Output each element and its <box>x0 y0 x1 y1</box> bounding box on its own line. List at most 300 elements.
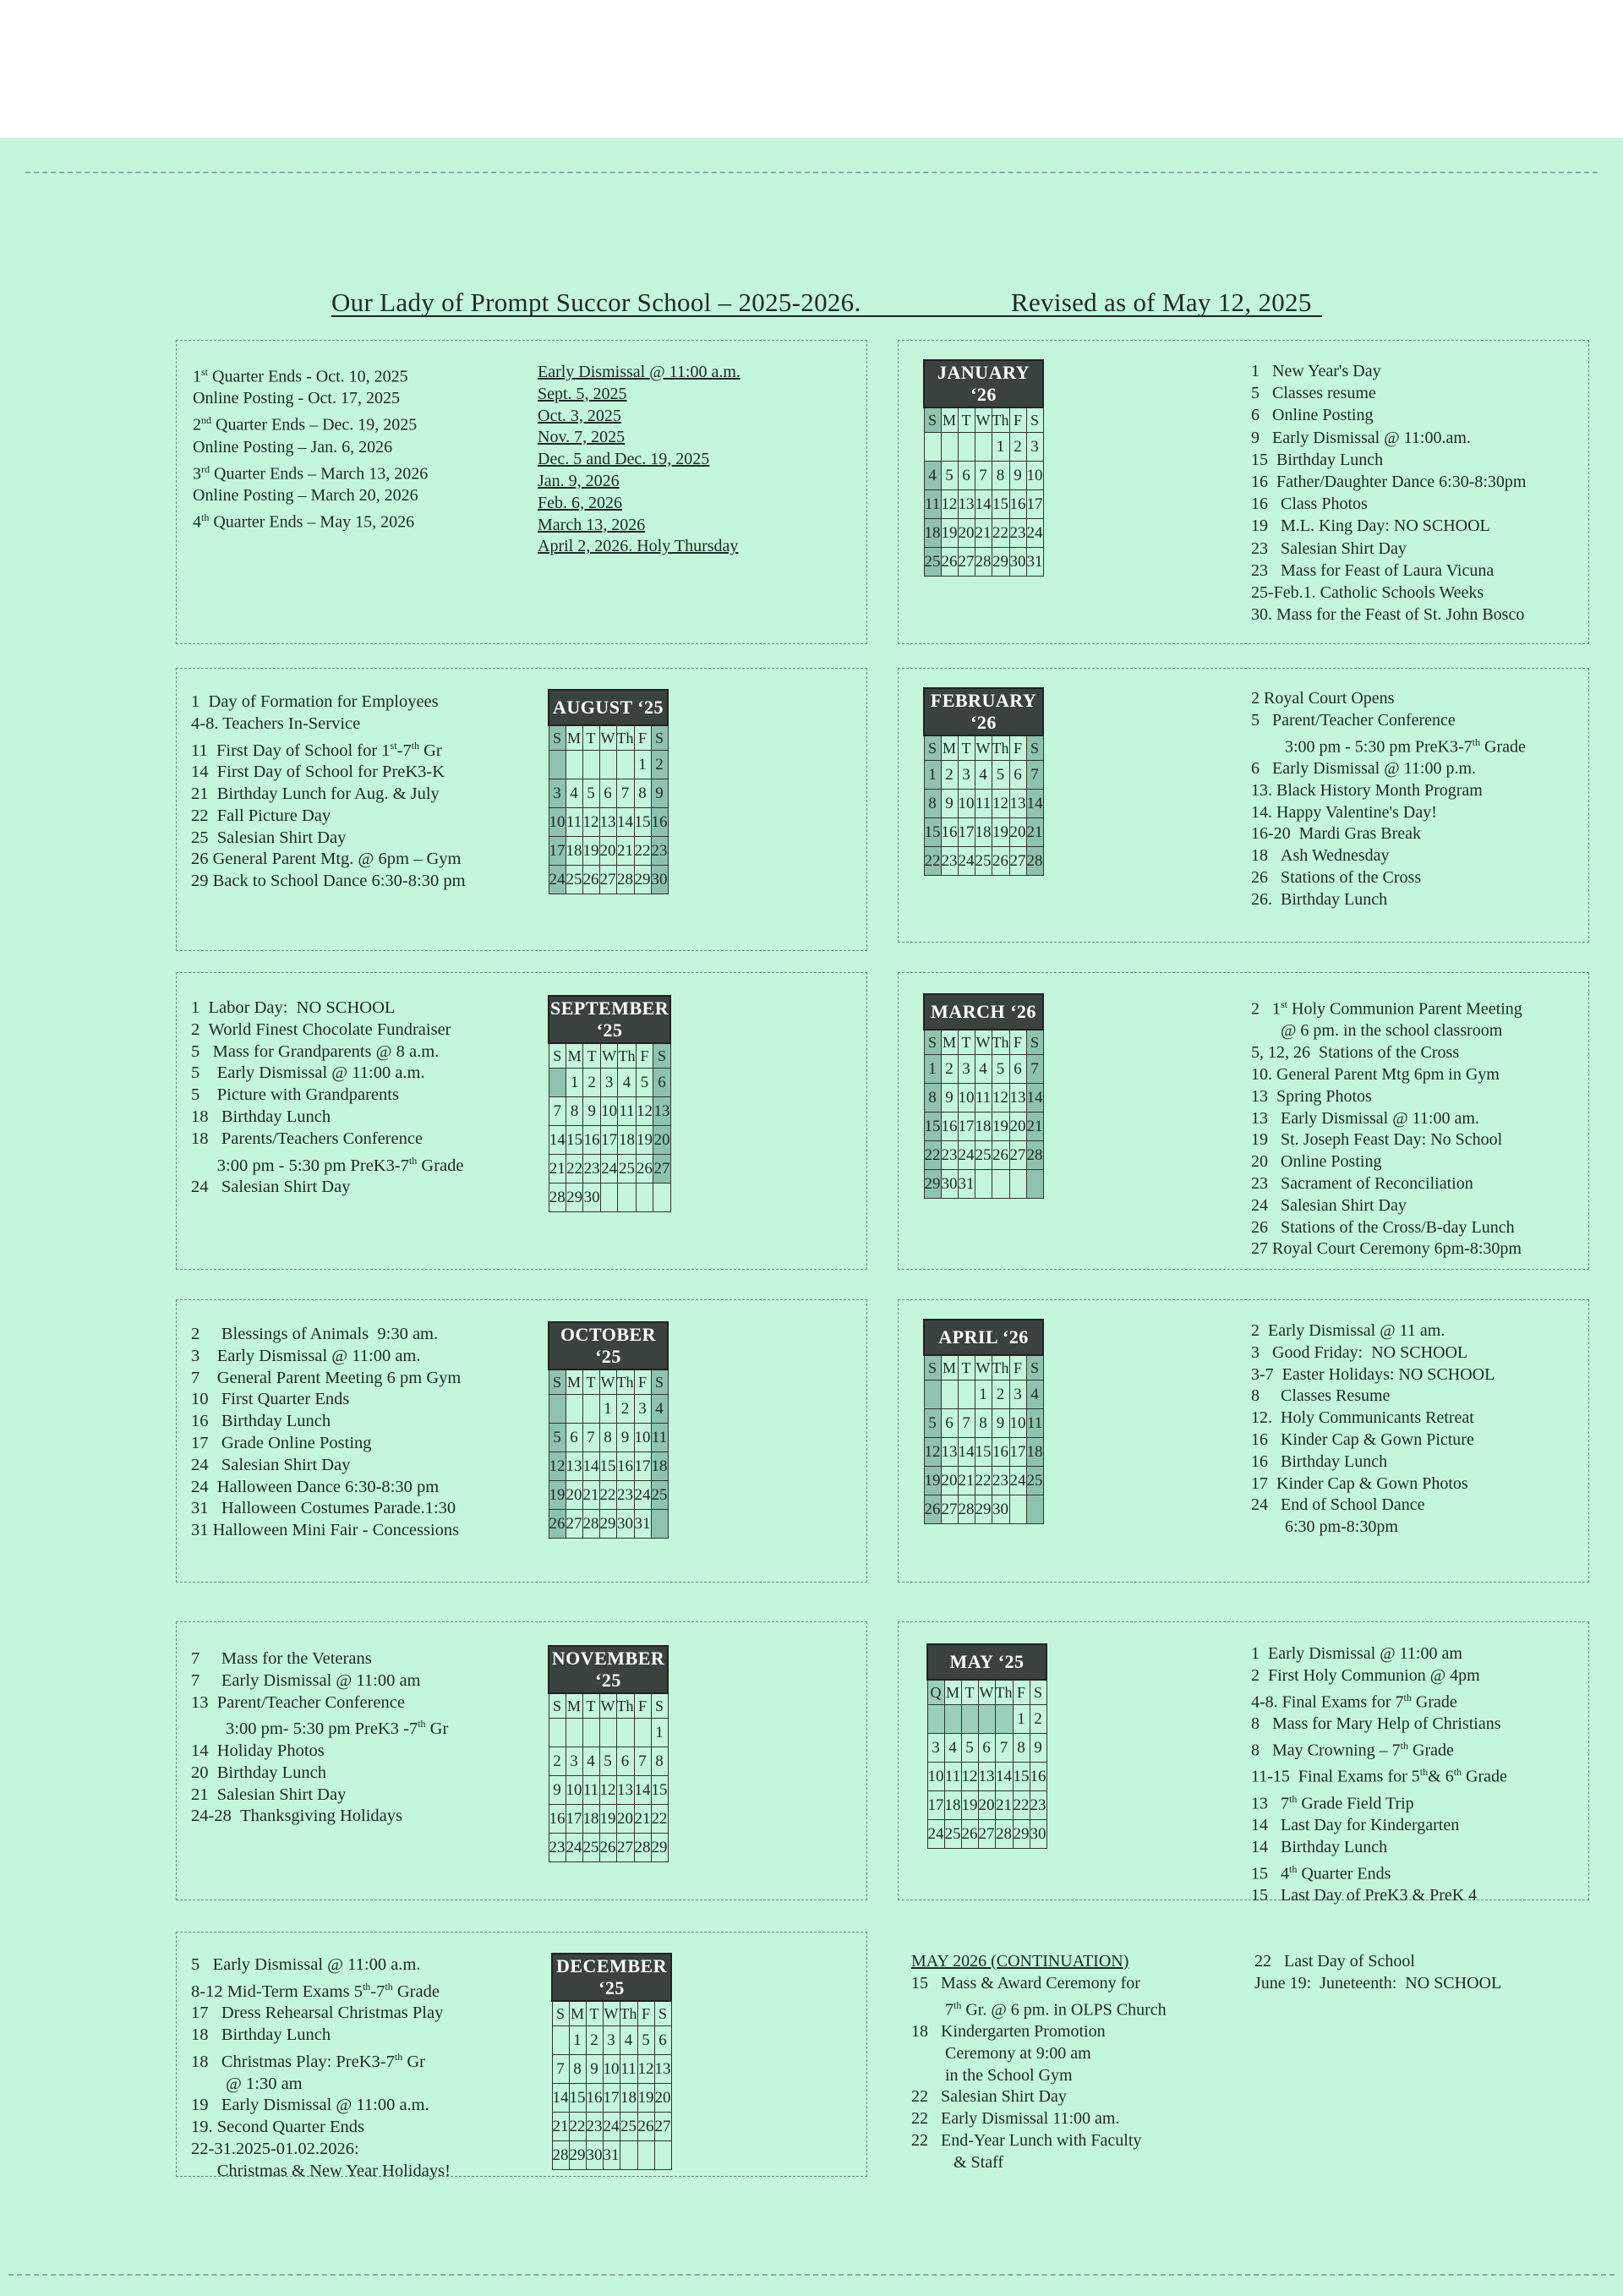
day-cell: 13 <box>1009 1084 1026 1112</box>
day-cell: 24 <box>958 847 975 876</box>
day-cell: 22 <box>566 1155 582 1184</box>
day-cell: 27 <box>1009 847 1026 876</box>
month-header: NOVEMBER ‘25 <box>549 1646 668 1693</box>
month-header: OCTOBER ‘25 <box>549 1322 668 1369</box>
month-header: MAY ‘25 <box>927 1644 1046 1680</box>
weekday-label: S <box>1026 407 1043 433</box>
day-cell: 8 <box>924 1084 941 1112</box>
day-cell: 5 <box>549 1424 566 1452</box>
day-cell: 17 <box>927 1791 944 1820</box>
day-cell: 24 <box>566 1834 582 1862</box>
day-cell: 9 <box>586 2055 603 2084</box>
day-cell: 19 <box>637 2084 654 2113</box>
day-cell: 22 <box>599 1481 616 1510</box>
title-underline <box>331 315 1322 317</box>
day-cell <box>566 1719 582 1747</box>
event-line: 22 Fall Picture Day <box>191 806 331 825</box>
day-cell: 5 <box>961 1734 978 1763</box>
day-cell: 7 <box>958 1409 975 1438</box>
event-line: 3:00 pm - 5:30 pm PreK3-7th Grade <box>1251 735 1526 757</box>
day-cell: 31 <box>634 1510 651 1539</box>
event-line: 1 Labor Day: NO SCHOOL <box>191 998 396 1017</box>
event-line: 14 First Day of School for PreK3-K <box>191 763 445 782</box>
day-cell: 18 <box>620 2084 637 2113</box>
weekday-label: M <box>941 735 958 761</box>
day-cell: 23 <box>549 1834 566 1862</box>
day-cell <box>924 1380 941 1409</box>
event-line: 13 7th Grade Field Trip <box>1251 1792 1414 1813</box>
day-cell: 14 <box>634 1776 651 1805</box>
event-line: 24 Salesian Shirt Day <box>1251 1195 1407 1215</box>
event-line: 13 Parent/Teacher Conference <box>191 1692 405 1712</box>
event-line: 26 Stations of the Cross/B-day Lunch <box>1251 1217 1515 1237</box>
day-cell: 7 <box>552 2055 569 2084</box>
day-cell: 11 <box>1026 1409 1043 1438</box>
event-line: 24 Halloween Dance 6:30-8:30 pm <box>191 1477 440 1496</box>
weekday-label: S <box>653 1043 671 1069</box>
day-cell <box>975 433 992 462</box>
weekday-label: F <box>634 1693 651 1719</box>
weekday-label: F <box>634 725 651 751</box>
event-line: 26 General Parent Mtg. @ 6pm – Gym <box>191 850 462 869</box>
day-cell: 9 <box>1030 1734 1046 1763</box>
event-line: 1 Early Dismissal @ 11:00 am <box>1251 1644 1462 1663</box>
day-cell <box>582 1395 599 1424</box>
day-cell: 15 <box>634 808 651 837</box>
day-cell: 21 <box>549 1155 566 1184</box>
day-cell: 3 <box>566 1747 582 1776</box>
event-line: 1 Day of Formation for Employees <box>191 692 439 711</box>
revised-date: Revised as of May 12, 2025 <box>1011 287 1312 317</box>
august-events <box>191 692 466 893</box>
event-line: 1 New Year's Day <box>1251 362 1381 380</box>
day-cell: 26 <box>582 866 599 894</box>
event-line: 24 Salesian Shirt Day <box>191 1178 351 1197</box>
day-cell: 20 <box>978 1791 995 1820</box>
day-cell: 26 <box>992 1141 1009 1170</box>
day-cell: 5 <box>637 2026 654 2055</box>
day-cell: 8 <box>1013 1734 1030 1763</box>
day-cell: 27 <box>599 866 616 894</box>
weekday-label: W <box>600 1043 617 1069</box>
day-cell: 14 <box>552 2084 569 2113</box>
day-cell: 4 <box>1026 1380 1043 1409</box>
weekday-label: W <box>975 735 992 761</box>
day-cell: 23 <box>992 1467 1009 1495</box>
event-line: 11-15 Final Exams for 5th& 6th Grade <box>1251 1766 1507 1786</box>
day-cell: 10 <box>634 1424 651 1452</box>
day-cell <box>958 1380 975 1409</box>
day-cell: 30 <box>1030 1820 1046 1849</box>
february-grid <box>923 687 1044 876</box>
event-line: 4-8. Teachers In-Service <box>191 713 361 733</box>
day-cell <box>566 751 582 779</box>
day-cell <box>566 1395 582 1424</box>
day-cell: 1 <box>992 433 1009 462</box>
month-header: AUGUST ‘25 <box>549 690 668 725</box>
day-cell <box>978 1705 995 1734</box>
day-cell: 25 <box>975 1141 992 1170</box>
day-cell: 21 <box>616 837 634 866</box>
day-cell: 1 <box>1013 1705 1030 1734</box>
day-cell: 30 <box>992 1495 1009 1524</box>
event-line: 8 Mass for Mary Help of Christians <box>1251 1714 1501 1734</box>
day-cell <box>549 1069 566 1097</box>
day-cell: 8 <box>634 779 651 808</box>
event-line: in the School Gym <box>911 2065 1073 2085</box>
weekday-label: Th <box>992 1030 1009 1055</box>
weekday-label: F <box>1009 407 1026 433</box>
weekday-label: S <box>549 1369 566 1395</box>
day-cell: 9 <box>1009 462 1026 490</box>
weekday-label: Th <box>616 725 634 751</box>
day-cell: 26 <box>941 548 958 577</box>
event-line: 18 Birthday Lunch <box>191 2025 331 2045</box>
event-line: 6:30 pm-8:30pm <box>1251 1517 1398 1537</box>
weekday-label: S <box>924 1355 941 1380</box>
event-line: 2 Early Dismissal @ 11 am. <box>1251 1321 1445 1340</box>
day-cell <box>600 1184 617 1212</box>
day-cell: 20 <box>599 837 616 866</box>
event-line: 19 Early Dismissal @ 11:00 a.m. <box>191 2096 429 2115</box>
day-cell: 10 <box>927 1763 944 1791</box>
weekday-label: T <box>958 1355 975 1380</box>
day-cell: 8 <box>599 1424 616 1452</box>
month-header: MARCH ‘26 <box>924 994 1043 1030</box>
event-line: 30. Mass for the Feast of St. John Bosco <box>1251 605 1525 625</box>
day-cell: 5 <box>599 1747 616 1776</box>
day-cell: 15 <box>924 818 941 847</box>
quarter-line: 3rd Quarter Ends – March 13, 2026 <box>193 462 429 484</box>
event-line: 22 Early Dismissal 11:00 am. <box>911 2109 1120 2129</box>
day-cell <box>636 1184 653 1212</box>
weekday-label: T <box>958 1030 975 1055</box>
event-line: 2 Blessings of Animals 9:30 am. <box>191 1325 439 1343</box>
day-cell: 21 <box>958 1467 975 1495</box>
event-line: 16 Kinder Cap & Gown Picture <box>1251 1430 1474 1449</box>
day-cell: 20 <box>654 2084 671 2113</box>
day-cell: 19 <box>941 519 958 548</box>
day-cell: 17 <box>603 2084 620 2113</box>
day-cell: 4 <box>620 2026 637 2055</box>
day-cell: 26 <box>992 847 1009 876</box>
event-line: 19. Second Quarter Ends <box>191 2118 364 2137</box>
day-cell: 7 <box>1026 761 1043 790</box>
day-cell: 24 <box>549 866 566 894</box>
day-cell: 25 <box>944 1820 961 1849</box>
day-cell: 2 <box>992 1380 1009 1409</box>
day-cell <box>653 1184 671 1212</box>
weekday-label: S <box>651 725 668 751</box>
day-cell: 27 <box>978 1820 995 1849</box>
day-cell: 15 <box>569 2084 586 2113</box>
weekday-label: W <box>599 1693 616 1719</box>
day-cell: 8 <box>992 462 1009 490</box>
day-cell: 10 <box>603 2055 620 2084</box>
day-cell: 29 <box>975 1495 992 1524</box>
weekday-label: T <box>586 2001 603 2026</box>
january-grid <box>923 359 1044 577</box>
day-cell: 26 <box>636 1155 653 1184</box>
day-cell: 8 <box>975 1409 992 1438</box>
day-cell: 5 <box>636 1069 653 1097</box>
day-cell: 25 <box>975 847 992 876</box>
event-line: 10 First Quarter Ends <box>191 1390 350 1409</box>
day-cell: 27 <box>941 1495 958 1524</box>
day-cell: 4 <box>975 761 992 790</box>
day-cell: 9 <box>549 1776 566 1805</box>
weekday-label: M <box>569 2001 586 2026</box>
event-line: 16-20 Mardi Gras Break <box>1251 824 1422 844</box>
early-dismissal-line: Dec. 5 and Dec. 19, 2025 <box>538 450 710 469</box>
event-line: 15 Birthday Lunch <box>1251 450 1384 469</box>
day-cell: 30 <box>651 866 668 894</box>
day-cell: 10 <box>1026 462 1043 490</box>
event-line: 2 First Holy Communion @ 4pm <box>1251 1665 1480 1685</box>
day-cell <box>1009 1170 1026 1199</box>
event-line: 5 Picture with Grandparents <box>191 1085 399 1105</box>
weekday-label: S <box>1026 1355 1043 1380</box>
weekday-label: T <box>958 735 975 761</box>
day-cell <box>1009 1495 1026 1524</box>
day-cell: 12 <box>992 790 1009 818</box>
event-line: 10. General Parent Mtg 6pm in Gym <box>1251 1065 1500 1085</box>
event-line: 26. Birthday Lunch <box>1251 889 1388 909</box>
day-cell: 22 <box>569 2113 586 2141</box>
weekday-label: S <box>651 1369 668 1395</box>
day-cell: 21 <box>552 2113 569 2141</box>
day-cell: 2 <box>651 751 668 779</box>
event-line: 17 Dress Rehearsal Christmas Play <box>191 2004 444 2023</box>
day-cell: 13 <box>958 490 975 519</box>
event-line: 4-8. Final Exams for 7th Grade <box>1251 1691 1457 1712</box>
day-cell: 4 <box>944 1734 961 1763</box>
day-cell: 28 <box>1026 1141 1043 1170</box>
event-line: 23 Sacrament of Reconciliation <box>1251 1174 1473 1194</box>
day-cell <box>634 1719 651 1747</box>
early-dismissal-line: Nov. 7, 2025 <box>538 428 626 447</box>
may-continuation-heading: MAY 2026 (CONTINUATION) <box>911 1952 1129 1971</box>
day-cell: 16 <box>1009 490 1026 519</box>
event-line: 5 Early Dismissal @ 11:00 a.m. <box>191 1955 421 1974</box>
event-line: 15 Last Day of PreK3 & PreK 4 <box>1251 1886 1478 1905</box>
day-cell: 6 <box>616 1747 634 1776</box>
weekday-label: M <box>941 1355 958 1380</box>
day-cell: 25 <box>620 2113 637 2141</box>
day-cell: 19 <box>961 1791 978 1820</box>
day-cell: 13 <box>599 808 616 837</box>
day-cell: 16 <box>583 1126 600 1155</box>
day-cell: 22 <box>975 1467 992 1495</box>
day-cell <box>618 1184 636 1212</box>
day-cell: 29 <box>992 548 1009 577</box>
day-cell: 11 <box>944 1763 961 1791</box>
day-cell: 8 <box>566 1097 582 1126</box>
day-cell: 20 <box>1009 1112 1026 1141</box>
day-cell: 27 <box>566 1510 582 1539</box>
day-cell <box>549 1395 566 1424</box>
day-cell: 2 <box>616 1395 634 1424</box>
day-cell: 27 <box>1009 1141 1026 1170</box>
day-cell: 6 <box>978 1734 995 1763</box>
day-cell: 28 <box>958 1495 975 1524</box>
day-cell: 15 <box>1013 1763 1030 1791</box>
day-cell: 23 <box>586 2113 603 2141</box>
day-cell: 2 <box>549 1747 566 1776</box>
day-cell: 24 <box>600 1155 617 1184</box>
early-dismissal-line: Jan. 9, 2026 <box>538 471 620 490</box>
event-line: 18 Christmas Play: PreK3-7th Gr <box>191 2051 425 2071</box>
day-cell: 3 <box>634 1395 651 1424</box>
month-header: APRIL ‘26 <box>924 1320 1043 1355</box>
weekday-label: M <box>941 407 958 433</box>
day-cell: 22 <box>1013 1791 1030 1820</box>
day-cell: 9 <box>583 1097 600 1126</box>
day-cell: 3 <box>1026 433 1043 462</box>
day-cell: 14 <box>1026 1084 1043 1112</box>
event-line: 14 Last Day for Kindergarten <box>1251 1816 1460 1835</box>
day-cell: 15 <box>924 1112 941 1141</box>
day-cell: 22 <box>651 1805 668 1834</box>
day-cell: 7 <box>549 1097 566 1126</box>
weekday-label: S <box>1030 1680 1046 1705</box>
day-cell: 11 <box>566 808 582 837</box>
day-cell: 10 <box>566 1776 582 1805</box>
day-cell <box>958 433 975 462</box>
early-dismissal-line: March 13, 2026 <box>538 515 646 534</box>
day-cell: 3 <box>958 1055 975 1084</box>
day-cell: 30 <box>1009 548 1026 577</box>
day-cell: 16 <box>992 1438 1009 1467</box>
day-cell: 31 <box>603 2141 620 2170</box>
event-line: 16 Father/Daughter Dance 6:30-8:30pm <box>1251 473 1527 492</box>
day-cell: 25 <box>582 1834 599 1862</box>
day-cell: 5 <box>582 779 599 808</box>
day-cell: 8 <box>924 790 941 818</box>
quarter-line: 1st Quarter Ends - Oct. 10, 2025 <box>193 366 408 386</box>
event-line: & Staff <box>911 2152 1004 2172</box>
weekday-label: S <box>549 725 566 751</box>
event-line: @ 1:30 am <box>191 2074 303 2093</box>
day-cell: 23 <box>583 1155 600 1184</box>
day-cell: 6 <box>599 779 616 808</box>
day-cell: 22 <box>924 1141 941 1170</box>
day-cell: 26 <box>961 1820 978 1849</box>
day-cell: 28 <box>975 548 992 577</box>
day-cell: 3 <box>958 761 975 790</box>
weekday-label: M <box>566 1369 582 1395</box>
event-line: 27 Royal Court Ceremony 6pm-8:30pm <box>1251 1239 1522 1259</box>
day-cell: 24 <box>1026 519 1043 548</box>
day-cell <box>941 433 958 462</box>
day-cell: 24 <box>1009 1467 1026 1495</box>
day-cell: 3 <box>927 1734 944 1763</box>
event-line: 20 Online Posting <box>1251 1152 1382 1172</box>
day-cell: 22 <box>924 847 941 876</box>
day-cell: 24 <box>958 1141 975 1170</box>
early-dismissal-line: Feb. 6, 2026 <box>538 493 622 512</box>
day-cell: 23 <box>1030 1791 1046 1820</box>
day-cell: 28 <box>549 1184 566 1212</box>
day-cell: 1 <box>569 2026 586 2055</box>
day-cell <box>549 1719 566 1747</box>
day-cell <box>582 751 599 779</box>
weekday-label: S <box>924 735 941 761</box>
day-cell: 29 <box>924 1170 941 1199</box>
event-line: 14. Happy Valentine's Day! <box>1251 802 1437 822</box>
early-dismissal-line: Early Dismissal @ 11:00 a.m. <box>538 363 740 381</box>
day-cell: 8 <box>651 1747 668 1776</box>
weekday-label: S <box>549 1693 566 1719</box>
day-cell: 14 <box>995 1763 1013 1791</box>
day-cell: 10 <box>958 1084 975 1112</box>
quarter-line: Online Posting - Oct. 17, 2025 <box>193 389 400 408</box>
day-cell: 12 <box>582 808 599 837</box>
weekday-label: Th <box>992 407 1009 433</box>
day-cell: 13 <box>654 2055 671 2084</box>
event-line: 20 Birthday Lunch <box>191 1763 326 1782</box>
december-events <box>191 1954 451 2183</box>
day-cell: 9 <box>992 1409 1009 1438</box>
day-cell <box>975 1170 992 1199</box>
day-cell: 21 <box>634 1805 651 1834</box>
event-line: 5 Parent/Teacher Conference <box>1251 710 1456 730</box>
day-cell: 9 <box>941 790 958 818</box>
day-cell <box>941 1380 958 1409</box>
day-cell: 14 <box>975 490 992 519</box>
day-cell: 29 <box>569 2141 586 2170</box>
day-cell: 28 <box>552 2141 569 2170</box>
weekday-label: S <box>1026 735 1043 761</box>
day-cell: 24 <box>634 1481 651 1510</box>
event-line: 24-28 Thanksgiving Holidays <box>191 1807 402 1826</box>
month-header: DECEMBER ‘25 <box>552 1954 671 2001</box>
day-cell: 28 <box>634 1834 651 1862</box>
day-cell: 11 <box>582 1776 599 1805</box>
weekday-label: S <box>924 1030 941 1055</box>
event-line: 23 Mass for Feast of Laura Vicuna <box>1251 560 1495 580</box>
december-grid <box>551 1953 672 2170</box>
day-cell: 11 <box>620 2055 637 2084</box>
weekday-label: S <box>549 1043 566 1069</box>
day-cell: 6 <box>1009 1055 1026 1084</box>
weekday-label: M <box>941 1030 958 1055</box>
day-cell: 17 <box>634 1452 651 1481</box>
event-line: 25-Feb.1. Catholic Schools Weeks <box>1251 583 1484 603</box>
day-cell: 21 <box>975 519 992 548</box>
top-divider <box>25 172 1598 173</box>
weekday-label: S <box>654 2001 671 2026</box>
october-grid <box>548 1321 669 1539</box>
event-line: 23 Salesian Shirt Day <box>1251 538 1407 558</box>
day-cell: 22 <box>634 837 651 866</box>
day-cell: 30 <box>583 1184 600 1212</box>
weekday-label: M <box>944 1680 961 1705</box>
weekday-label: S <box>924 407 941 433</box>
quarter-line: 4th Quarter Ends – May 15, 2026 <box>193 511 415 532</box>
weekday-label: T <box>582 725 599 751</box>
day-cell: 12 <box>941 490 958 519</box>
day-cell: 16 <box>616 1452 634 1481</box>
weekday-label: W <box>599 725 616 751</box>
day-cell: 6 <box>941 1409 958 1438</box>
day-cell: 12 <box>636 1097 653 1126</box>
day-cell <box>995 1705 1013 1734</box>
day-cell: 14 <box>1026 790 1043 818</box>
day-cell: 13 <box>978 1763 995 1791</box>
event-line: 11 First Day of School for 1st-7th Gr <box>191 739 442 760</box>
event-line: 2 1st Holy Communion Parent Meeting <box>1251 998 1522 1019</box>
